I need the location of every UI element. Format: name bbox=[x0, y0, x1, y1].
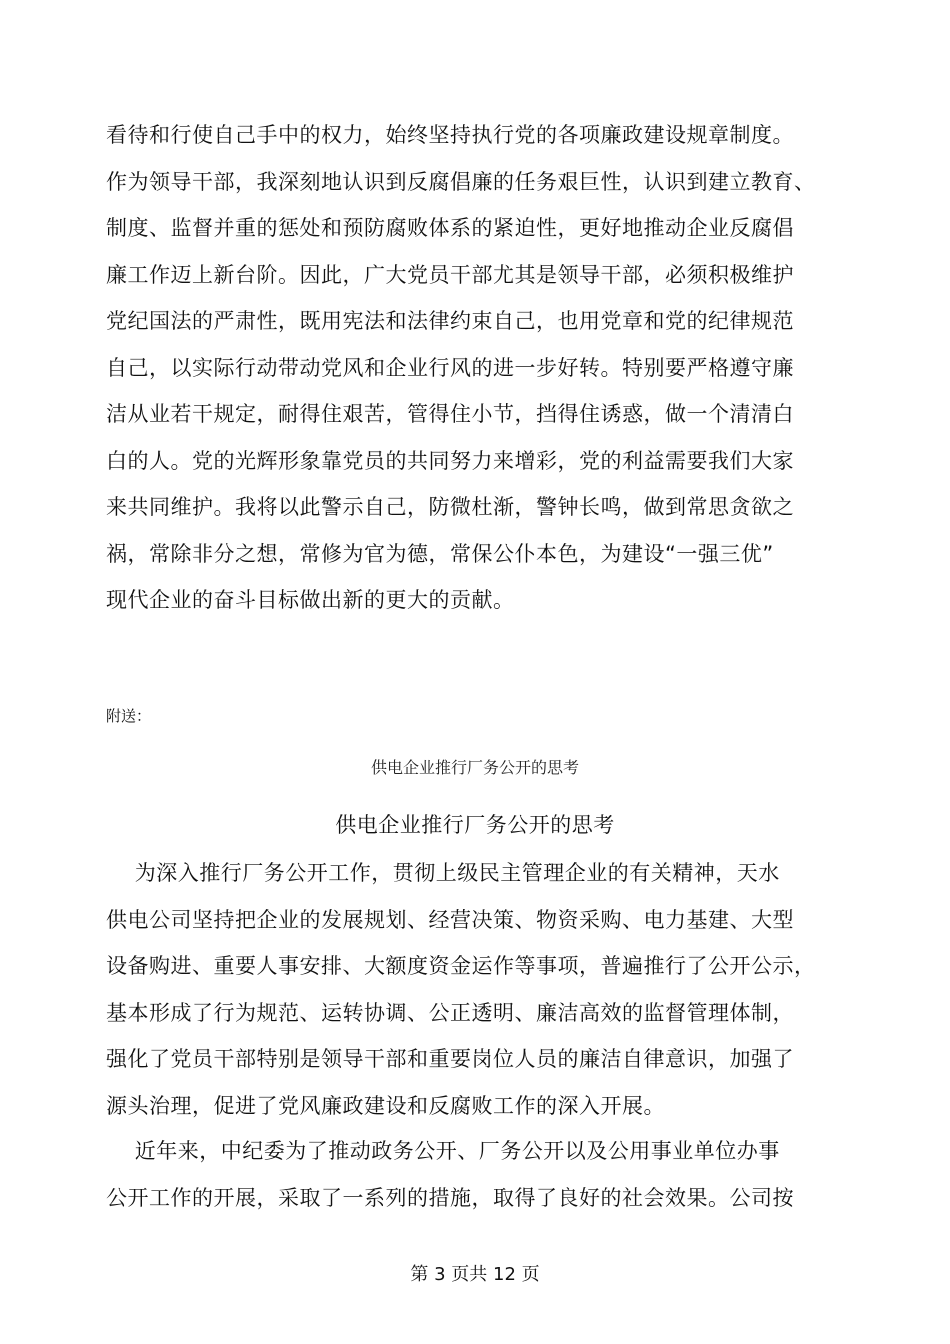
text-line: 自己，以实际行动带动党风和企业行风的进一步好转。特别要严格遵守廉 bbox=[106, 355, 794, 380]
body-paragraph bbox=[106, 1128, 836, 1221]
text-line: 设备购进、重要人事安排、大额度资金运作等事项，普遍推行了公开公示， bbox=[106, 954, 816, 978]
body-paragraph bbox=[106, 850, 836, 1129]
text-line: 廉工作迈上新台阶。因此，广大党员干部尤其是领导干部，必须积极维护 bbox=[106, 262, 794, 287]
section-title: 供电企业推行厂务公开的思考 bbox=[335, 813, 615, 837]
text-line: 来共同维护。我将以此警示自己，防微杜渐，警钟长鸣，做到常思贪欲之 bbox=[106, 495, 794, 519]
text-line: 现代企业的奋斗目标做出新的更大的贡献。 bbox=[106, 588, 515, 612]
text-line: 看待和行使自己手中的权力，始终坚持执行党的各项廉政建设规章制度。 bbox=[106, 123, 794, 147]
text-line: 基本形成了行为规范、运转协调、公正透明、廉洁高效的监督管理体制， bbox=[106, 1000, 794, 1025]
page-number-footer: 第 3 页共 12 页 bbox=[410, 1264, 540, 1285]
text-line: 洁从业若干规定，耐得住艰苦，管得住小节，挡得住诱惑，做一个清清白 bbox=[106, 402, 794, 426]
attachment-label: 附送： bbox=[106, 707, 152, 725]
text-line: 祸，常除非分之想，常修为官为德，常保公仆本色，为建设“一强三优” bbox=[106, 541, 774, 566]
body-paragraph bbox=[106, 112, 836, 624]
text-line: 党纪国法的严肃性，既用宪法和法律约束自己，也用党章和党的纪律规范 bbox=[106, 309, 794, 333]
text-line: 强化了党员干部特别是领导干部和重要岗位人员的廉洁自律意识，加强了 bbox=[106, 1047, 794, 1071]
text-line: 为深入推行厂务公开工作，贯彻上级民主管理企业的有关精神，天水 bbox=[106, 861, 780, 885]
text-line: 公开工作的开展，采取了一系列的措施，取得了良好的社会效果。公司按 bbox=[106, 1185, 794, 1210]
text-line: 供电公司坚持把企业的发展规划、经营决策、物资采购、电力基建、大型 bbox=[106, 907, 794, 932]
text-line: 制度、监督并重的惩处和预防腐败体系的紧迫性，更好地推动企业反腐倡 bbox=[106, 216, 794, 240]
text-line: 近年来，中纪委为了推动政务公开、厂务公开以及公用事业单位办事 bbox=[106, 1139, 780, 1163]
text-line: 作为领导干部，我深刻地认识到反腐倡廉的任务艰巨性，认识到建立教育、 bbox=[106, 169, 816, 194]
text-line: 白的人。党的光辉形象靠党员的共同努力来增彩，党的利益需要我们大家 bbox=[106, 448, 794, 473]
text-line: 源头治理，促进了党风廉政建设和反腐败工作的深入开展。 bbox=[106, 1093, 665, 1118]
attachment-subtitle: 供电企业推行厂务公开的思考 bbox=[370, 758, 579, 777]
